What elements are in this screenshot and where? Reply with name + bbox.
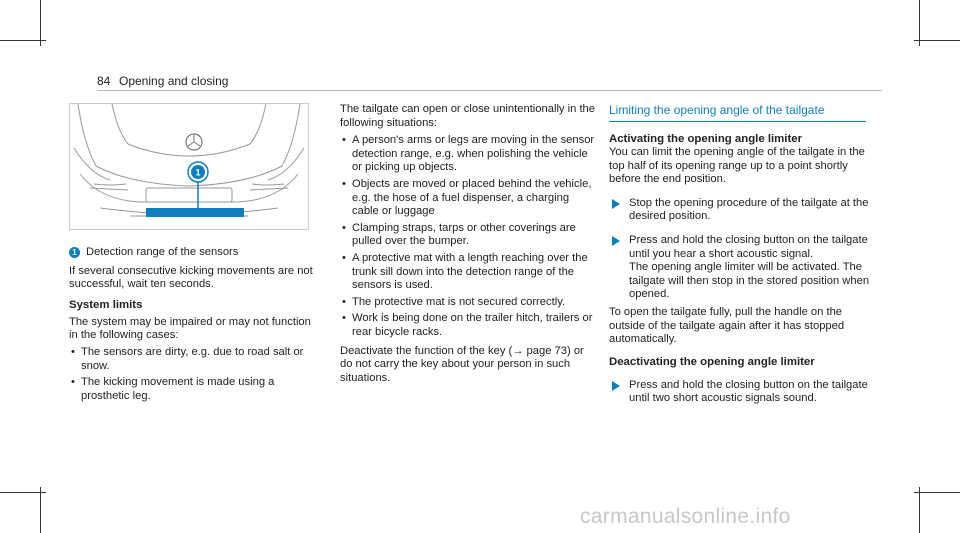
page-number: 84 <box>97 74 111 88</box>
list-item: • The kicking movement is made using a prosthetic leg. <box>69 376 319 403</box>
car-rear-drawing <box>70 104 308 229</box>
middle-column <box>340 103 596 385</box>
caption-text: Detection range of the sensors <box>86 246 239 258</box>
intro-paragraph: If several consecutive kicking movements are not successful, wait ten seconds. <box>69 264 313 291</box>
list-item: • Clamping straps, tarps or other coverings are pulled over the bumper. <box>340 222 596 249</box>
caption-callout-icon: 1 <box>69 247 80 258</box>
step-1-text: Stop the opening procedure of the tailgate at the desired position. <box>629 196 869 223</box>
activating-heading: Activating the opening angle limiter <box>609 133 803 145</box>
right-column <box>609 103 871 406</box>
list-item: • Objects are moved or placed behind the vehicle, e.g. the hose of a fuel dispenser, a charging cable or luggage <box>340 178 596 219</box>
left-column <box>69 246 319 406</box>
list-item: • A protective mat with a length reaching over the trunk sill down into the detection range of the sensors is used. <box>340 252 596 293</box>
section-title: Limiting the opening angle of the tailgate <box>609 103 825 117</box>
step-2-text: Press and hold the closing button on the tailgate until you hear a short acoustic signal. <box>629 233 868 260</box>
crop-mark <box>919 487 920 533</box>
step-1 <box>609 197 871 224</box>
list-item: • The protective mat is not secured correctly. <box>340 296 596 310</box>
activating-paragraph: You can limit the opening angle of the tailgate in the top half of its opening range up to a point shortly before the end position. <box>609 146 865 186</box>
deactivate-paragraph: Deactivate the function of the key (→ page 73) or do not carry the key about your person in such situations. <box>340 344 584 384</box>
list-item: • The sensors are dirty, e.g. due to road salt or snow. <box>69 346 319 373</box>
header-rule <box>97 90 882 91</box>
open-fully-paragraph: To open the tailgate fully, pull the handle on the outside of the tailgate again after it has stopped automatically. <box>609 305 845 346</box>
deactivating-heading: Deactivating the opening angle limiter <box>609 355 815 368</box>
step-3 <box>609 379 871 406</box>
unintended-opening-intro: The tailgate can open or close unintentionally in the following situations: <box>340 103 595 129</box>
system-limits-paragraph: The system may be impaired or may not function in the following cases: <box>69 315 311 342</box>
list-item: • A person's arms or legs are moving in the sensor detection range, e.g. when polishing the vehicle or picking up objects. <box>340 134 596 175</box>
figure-caption <box>69 246 319 260</box>
section-title-rule <box>609 121 866 122</box>
sensor-range-marker <box>146 208 244 217</box>
crop-mark <box>914 492 960 493</box>
step-arrow-icon <box>612 381 620 391</box>
crop-mark <box>0 492 46 493</box>
watermark: carmanualsonline.info <box>580 505 791 528</box>
step-3-text: Press and hold the closing button on the tailgate until two short acoustic signals sound. <box>629 378 868 405</box>
system-limits-list <box>69 346 319 403</box>
system-limits-heading: System limits <box>69 298 143 311</box>
situations-list <box>340 134 596 339</box>
car-rear-illustration <box>69 103 309 230</box>
crop-mark <box>40 487 41 533</box>
crop-mark <box>0 40 46 41</box>
step-arrow-icon <box>612 236 620 246</box>
step-2-result: The opening angle limiter will be activated. The tailgate will then stop in the stored position when opened. <box>629 261 870 301</box>
callout-number: 1 <box>195 167 201 178</box>
step-arrow-icon <box>612 199 620 209</box>
step-2 <box>609 234 871 302</box>
crop-mark <box>914 40 960 41</box>
page-header-title: Opening and closing <box>119 74 229 88</box>
list-item: • Work is being done on the trailer hitch, trailers or rear bicycle racks. <box>340 312 596 339</box>
